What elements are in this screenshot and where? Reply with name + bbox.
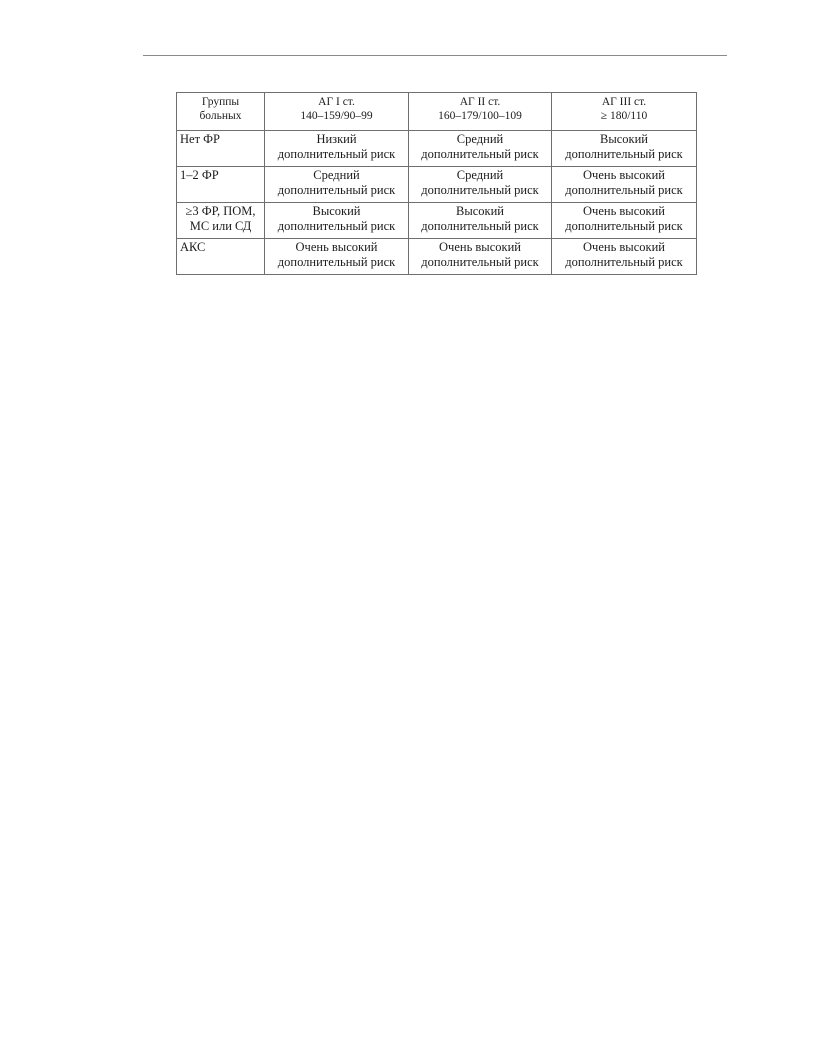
row-group-cell: АКС <box>177 239 265 275</box>
risk-stratification-table <box>176 92 697 275</box>
header-rule <box>143 55 727 56</box>
table-row <box>177 239 697 275</box>
risk-cell: Высокий дополнительный риск <box>409 203 552 239</box>
header-stage-3: АГ III ст. ≥ 180/110 <box>552 93 697 131</box>
header-groups: Группы больных <box>177 93 265 131</box>
table-row <box>177 167 697 203</box>
risk-cell: Низкий дополнительный риск <box>265 131 409 167</box>
table-row <box>177 131 697 167</box>
risk-cell: Высокий дополнительный риск <box>265 203 409 239</box>
risk-cell: Средний дополнительный риск <box>409 167 552 203</box>
row-group-cell: Нет ФР <box>177 131 265 167</box>
risk-cell: Высокий дополнительный риск <box>552 131 697 167</box>
header-stage-1: АГ I ст. 140–159/90–99 <box>265 93 409 131</box>
risk-cell: Очень высокий дополнительный риск <box>552 203 697 239</box>
risk-cell: Очень высокий дополнительный риск <box>265 239 409 275</box>
risk-cell: Средний дополнительный риск <box>409 131 552 167</box>
table-header-row <box>177 93 697 131</box>
risk-cell: Очень высокий дополнительный риск <box>409 239 552 275</box>
row-group-cell: ≥3 ФР, ПОМ, МС или СД <box>177 203 265 239</box>
table-row <box>177 203 697 239</box>
risk-cell: Очень высокий дополнительный риск <box>552 167 697 203</box>
risk-cell: Очень высокий дополнительный риск <box>552 239 697 275</box>
row-group-cell: 1–2 ФР <box>177 167 265 203</box>
header-stage-2: АГ II ст. 160–179/100–109 <box>409 93 552 131</box>
risk-cell: Средний дополнительный риск <box>265 167 409 203</box>
